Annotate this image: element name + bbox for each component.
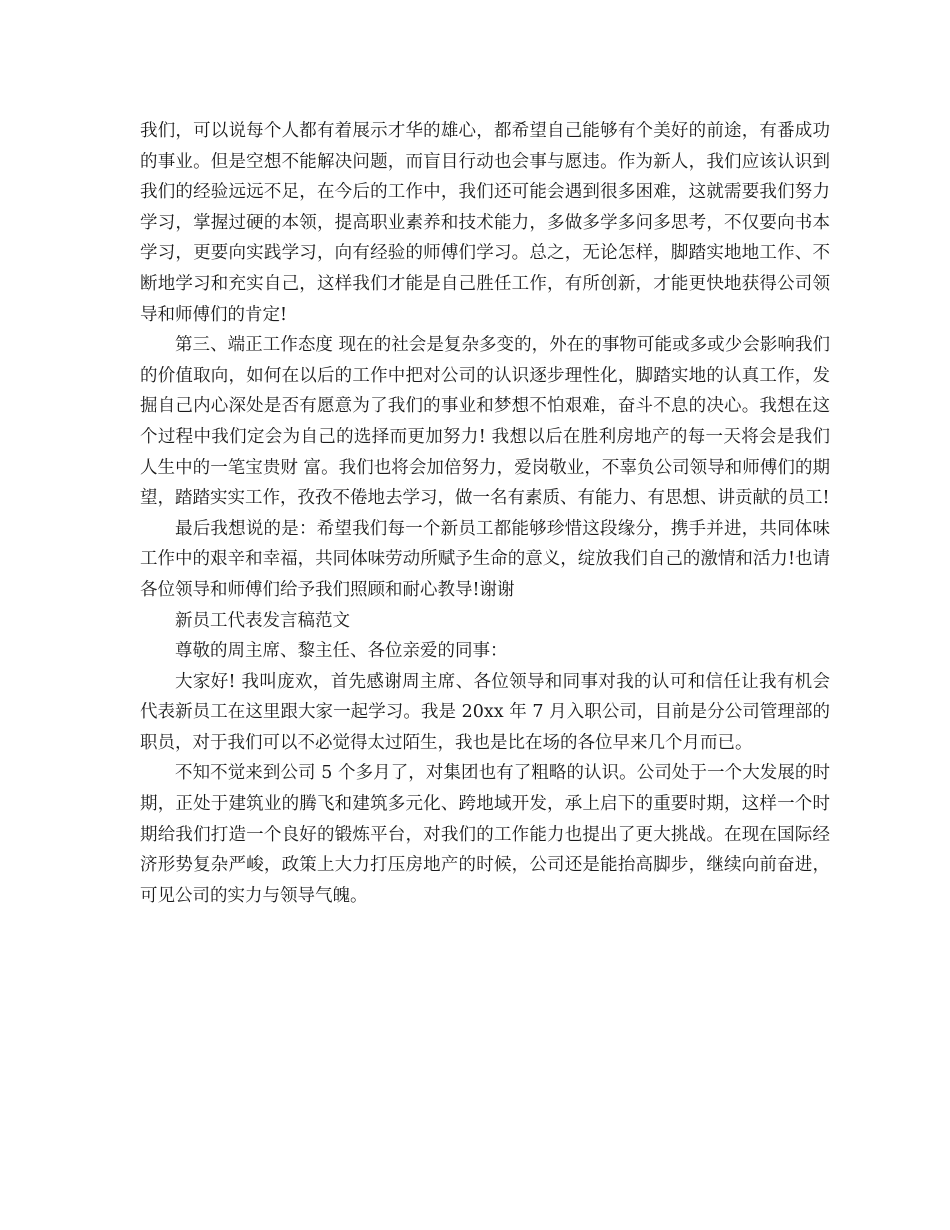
document-body (140, 116, 830, 911)
section-title: 新员工代表发言稿范文 (175, 610, 350, 631)
paragraph-2: 第三、端正工作态度 现在的社会是复杂多变的，外在的事物可能或多或少会影响我们的价值取向，如何在以后的工作中把对公司的认识逐步理性化，脚踏实地的认真工作，发掘自己内心深处是否有愿意为了我们的事业和梦想不怕艰难，奋斗不息的决心。我想在这个过程中我们定会为自己的选择而更加努力! 我想以后在胜利房地产的每一天将会是我们人生中的一笔宝贵财 富。我们也将会加倍努力，爱岗敬业，不辜负公司领导和师傅们的期望，踏踏实实工作，孜孜不倦地去学习，做一名有素质、有能力、有思想、讲贡献的员工! (140, 335, 830, 509)
paragraph-1: 我们，可以说每个人都有着展示才华的雄心，都希望自己能够有个美好的前途，有番成功的事业。但是空想不能解决问题，而盲目行动也会事与愿违。作为新人，我们应该认识到我们的经验远远不足，在今后的工作中，我们还可能会遇到很多困难，这就需要我们努力学习，掌握过硬的本领，提高职业素养和技术能力，多做多学多问多思考，不仅要向书本学习，更要向实践学习，向有经验的师傅们学习。总之，无论怎样，脚踏实地地工作、不断地学习和充实自己，这样我们才能是自己胜任工作，有所创新，才能更快地获得公司领导和师傅们的肯定! (140, 121, 830, 325)
paragraph-6: 大家好! 我叫庞欢，首先感谢周主席、各位领导和同事对我的认可和信任让我有机会代表新员工在这里跟大家一起学习。我是 20xx 年 7 月入职公司，目前是分公司管理部的职员，对于我们可以不必觉得太过陌生，我也是比在场的各位早来几个月而已。 (140, 671, 830, 753)
paragraph-7: 不知不觉来到公司 5 个多月了，对集团也有了粗略的认识。公司处于一个大发展的时期，正处于建筑业的腾飞和建筑多元化、跨地域开发，承上启下的重要时期，这样一个时期给我们打造一个良好的锻炼平台，对我们的工作能力也提出了更大挑战。在现在国际经济形势复杂严峻，政策上大力打压房地产的时候，公司还是能抬高脚步，继续向前奋进，可见公司的实力与领导气魄。 (140, 763, 830, 906)
salutation: 尊敬的周主席、黎主任、各位亲爱的同事： (175, 641, 508, 662)
paragraph-3: 最后我想说的是：希望我们每一个新员工都能够珍惜这段缘分，携手并进，共同体味工作中的艰辛和幸福，共同体味劳动所赋予生命的意义，绽放我们自己的激情和活力!也请各位领导和师傅们给予我们照顾和耐心教导!谢谢 (140, 518, 830, 600)
